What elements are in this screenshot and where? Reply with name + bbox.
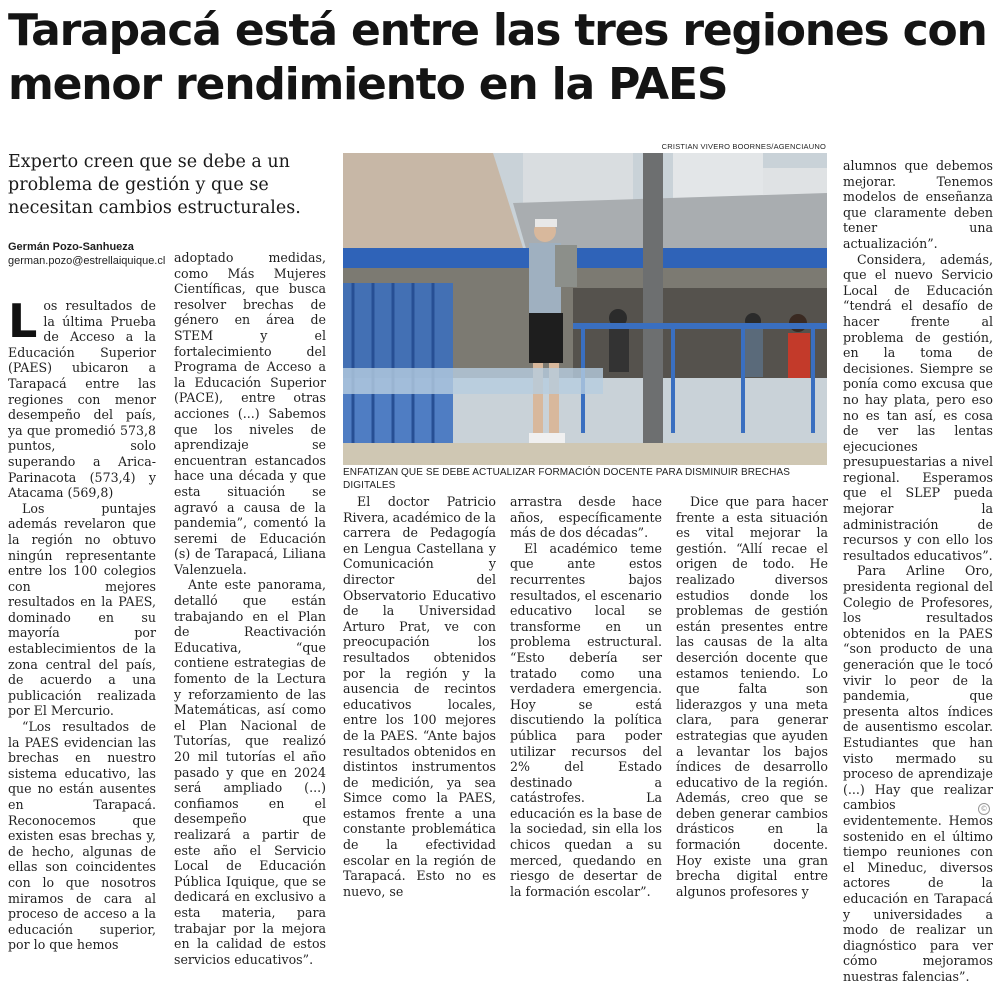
photo-illustration xyxy=(343,153,827,465)
column-4 xyxy=(510,494,662,899)
paragraph xyxy=(8,294,156,501)
photo-credit: CRISTIAN VIVERO BOORNES/AGENCIAUNO xyxy=(661,142,826,151)
byline xyxy=(8,240,173,268)
subhead: Experto creen que se debe a un problema de gestión y que se necesitan cambios estructurales. xyxy=(8,152,301,218)
news-photo xyxy=(343,153,827,465)
paragraph: El doctor Patricio Rivera, académico de la carrera de Pedagogía en Lengua Castellana y Comunicación y director del Observatorio Educativo de la Universidad Arturo Prat, ve con preocupación los resultados obtenidos por la región y la ausencia de recintos educativos locales, entre los 100 mejores de la PAES. “Ante bajos resultados obtenidos en distintos instrumentos de medición, ya sea Simce como la PAES, estamos frente a una constante problemática de la efectividad escolar en la región de Tarapacá. Esto no es nuevo, se xyxy=(343,494,496,899)
paragraph: Para Arline Oro, presidenta regional del Colegio de Profesores, los resultados obtenidos en la PAES “son producto de una generación que le tocó vivir lo peor de la pandemia, que presenta altos índices de ausentismo escolar. Estudiantes que han visto mermado su proceso de aprendizaje (...) Hay que realizar cambios evidentemente. Hemos sostenido en el último tiempo reuniones con el Mineduc, diversos actores de la educación en Tarapacá y universidades a modo de realizar un diagnóstico para ver cómo mejoramos nuestras falencias”. xyxy=(843,563,993,984)
paragraph: Dice que para hacer frente a esta situación es vital mejorar la gestión. “Allí recae el origen de todo. He realizado diversos estudios donde los problemas de gestión están presentes entre las causas de la alta deserción docente que estamos teniendo. Lo que falta son liderazgos y una meta clara, para generar estrategias que ayuden a levantar los bajos índices de desarrollo educativo de la región. Además, creo que se deben generar cambios drásticos en la formación docente. Hoy existe una gran brecha digital entre algunos profesores y xyxy=(676,494,828,899)
paragraph: Ante este panorama, detalló que están trabajando en el Plan de Reactivación Educativa, “que contiene estrategias de fomento de la Lectura y reforzamiento de las Matemáticas, así como el Plan Nacional de Tutorías, que realizó 20 mil tutorías el año pasado y que en 2024 será ampliado (...) confiamos en el desempeño que realizará a partir de este año el Servicio Local de Educación Pública Iquique, que se dedicará en exclusivo a esta materia, para trabajar por la mejora en la calidad de estos servicios educativos”. xyxy=(174,577,326,967)
column-3 xyxy=(343,494,496,899)
paragraph: Los puntajes además revelaron que la región no obtuvo ningún representante entre los 100 colegios con mejores resultados en la PAES, dominado en su mayoría por establecimientos de la zona central del país, de acuerdo a una publicación realizada por El Mercurio. xyxy=(8,500,156,719)
photo-caption: ENFATIZAN QUE SE DEBE ACTUALIZAR FORMACIÓN DOCENTE PARA DISMINUIR BRECHAS DIGITALES xyxy=(343,467,790,491)
byline-author: Germán Pozo-Sanhueza xyxy=(8,241,134,253)
column-2 xyxy=(174,250,326,967)
paragraph: “Los resultados de la PAES evidencian las brechas en nuestro sistema educativo, las que no están ausentes en Tarapacá. Reconocemos que existen esas brechas y, de hecho, algunas de ellas son coincidentes con lo que nosotros miramos de cara al proceso de acceso a la educación superior, por lo que hemos xyxy=(8,719,156,953)
paragraph: adoptado medidas, como Más Mujeres Científicas, que busca resolver brechas de género en área de STEM y el fortalecimiento del Programa de Acceso a la Educación Superior (PACE), entre otras acciones (...) Sabemos que los niveles de aprendizaje se encuentran estancados hace una década y que esta situación se agravó a causa de la pandemia”, comentó la seremi de Educación (s) de Tarapacá, Liliana Valenzuela. xyxy=(174,250,326,577)
paragraph: arrastra desde hace años, específicamente más de dos décadas”. xyxy=(510,494,662,541)
copyright-icon: © xyxy=(978,803,990,815)
paragraph: alumnos que debemos mejorar. Tenemos modelos de enseñanza que claramente deben tener una actualización”. xyxy=(843,158,993,251)
column-1 xyxy=(8,294,156,953)
paragraph-text: os resultados de la última Prueba de Acceso a la Educación Superior (PAES) ubicaron a Tarapacá entre las regiones con menor desempeño del país, ya que promedió 573,8 puntos, solo superando a Arica-Parinacota (573,4) y Atacama (569,8) xyxy=(8,298,156,501)
headline: Tarapacá está entre las tres regiones con menor rendimiento en la PAES xyxy=(8,5,987,110)
paragraph: Considera, además, que el nuevo Servicio Local de Educación “tendrá el desafío de hacer frente al problema de gestión, en la toma de decisiones. Siempre se ponía como excusa que no hay plata, pero eso no es tan así, es cosa de ver las lentas ejecuciones presupuestarias a nivel regional. Esperamos que el SLEP pueda mejorar la administración de recursos y con ello los resultados educativos”. xyxy=(843,251,993,563)
column-5 xyxy=(676,494,828,899)
column-6 xyxy=(843,158,993,984)
byline-email: german.pozo@estrellaiquique.cl xyxy=(8,255,166,267)
paragraph: El académico teme que ante estos recurrentes bajos resultados, el escenario educativo local se transforme en un problema estructural. “Esto debería ser tratado como una verdadera emergencia. Hoy se está discutiendo la política pública para poder utilizar recursos del 2% del Estado destinado a catástrofes. La educación es la base de la sociedad, sin ella los chicos quedan a su merced, quedando en riesgo de desertar de la formación escolar”. xyxy=(510,540,662,899)
dropcap: L xyxy=(8,294,38,348)
